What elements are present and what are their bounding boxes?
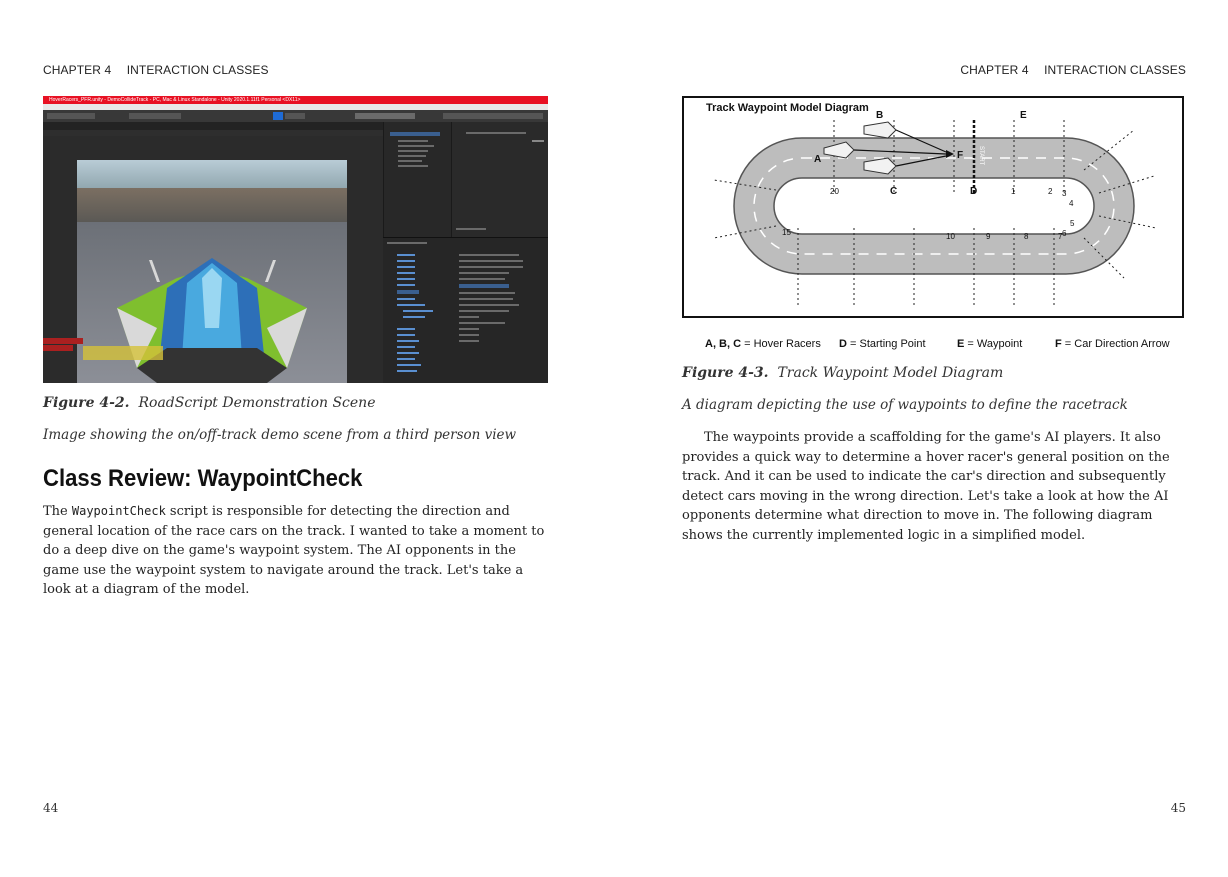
folder-row — [397, 284, 415, 286]
chapter-title: INTERACTION CLASSES — [126, 63, 269, 77]
legend-item — [1055, 338, 1170, 350]
legend-item — [839, 338, 926, 350]
waypoint-number: 2 — [1048, 187, 1053, 196]
hierarchy-selected-row — [390, 132, 440, 136]
folder-row — [397, 266, 415, 268]
figure-caption — [682, 365, 1003, 381]
open-button — [532, 140, 544, 142]
pause-step-icons — [285, 113, 305, 119]
script-row — [459, 310, 509, 312]
figure-title: Track Waypoint Model Diagram — [777, 365, 1004, 381]
waypoint-number: 6 — [1062, 229, 1067, 238]
figure-number: Figure 4-3. — [682, 365, 769, 381]
legend-key: F — [1055, 338, 1062, 350]
asset-labels — [456, 228, 486, 230]
waypoint-number: 8 — [1024, 232, 1029, 241]
legend-item — [957, 338, 1022, 350]
paragraph-rest: script is responsible for detecting the direction and general location of the race cars on the track. I wanted to take a moment to do a deep dive on the game's waypoint system. The AI opponents in the game use the waypoint system to navigate around the track. Let's take a look at a diagram of the model. — [43, 504, 545, 597]
folder-row — [397, 364, 421, 366]
script-row — [459, 292, 515, 294]
hierarchy-row — [398, 150, 428, 152]
folder-row — [403, 316, 425, 318]
folder-row — [397, 328, 415, 330]
racer-label-b: B — [876, 110, 884, 121]
script-row — [459, 304, 519, 306]
legend-item — [705, 338, 821, 350]
folder-row — [397, 260, 415, 262]
waypoint-label-e: E — [1020, 110, 1027, 121]
waypoint-number: 4 — [1069, 199, 1074, 208]
script-row — [459, 334, 479, 336]
folder-row — [397, 298, 415, 300]
folder-row — [397, 278, 415, 280]
waypoint-number: 15 — [782, 228, 791, 237]
hierarchy-row — [398, 165, 428, 167]
waypoint-number: 1 — [1011, 187, 1016, 196]
inline-code: WaypointCheck — [71, 504, 166, 518]
transform-tools — [47, 113, 95, 119]
script-row — [459, 254, 519, 256]
script-row — [459, 322, 505, 324]
hover-racer-car — [117, 248, 307, 383]
script-row — [459, 260, 523, 262]
legend-key: E — [957, 338, 965, 350]
waypoint-number: 3 — [1062, 189, 1067, 198]
racer-label-a: A — [814, 154, 822, 165]
folder-row — [397, 346, 415, 348]
body-paragraph — [43, 502, 546, 600]
distant-wall — [77, 188, 347, 222]
debug-overlay — [43, 338, 173, 360]
script-row — [459, 266, 523, 268]
waypoint-number: 9 — [986, 232, 991, 241]
body-paragraph: The waypoints provide a scaffolding for the game's AI players. It also provides a quick way to determine a hover racer's general position on the track. And it can be used to indicate the car's direction and subsequently detect cars moving in the wrong direction. Let's take a look at how the AI opponents determine what direction to move in. The following diagram shows the currently implemented logic in a simplified model. — [682, 430, 1170, 543]
sky — [77, 160, 347, 190]
script-row — [459, 316, 479, 318]
track-diagram — [682, 96, 1184, 318]
legend-key: D — [839, 338, 847, 350]
right-page — [614, 0, 1228, 877]
pivot-toggles — [129, 113, 181, 119]
unity-window-title: HoverRacers_PFR.unity - DemoCollideTrack - PC, Mac & Linux Standalone - Unity 2020.1.11f1 Personal <DX11> — [49, 97, 301, 103]
figure-number: Figure 4-2. — [43, 395, 130, 411]
start-label: START — [978, 146, 984, 166]
waypoint-number: 20 — [830, 187, 839, 196]
running-head — [43, 63, 269, 77]
inspector-panel — [451, 122, 548, 237]
figure-title: RoadScript Demonstration Scene — [138, 395, 376, 411]
figure-description: Image showing the on/off-track demo scene from a third person view — [43, 427, 517, 443]
game-view-bar — [43, 130, 383, 136]
script-row — [459, 272, 509, 274]
legend-value: = Starting Point — [846, 338, 926, 350]
folder-row — [397, 340, 419, 342]
scene-game-tabs — [43, 122, 383, 130]
legend-value: = Hover Racers — [741, 338, 821, 350]
chapter-label: CHAPTER 4 — [43, 63, 112, 77]
section-heading: Class Review: WaypointCheck — [43, 465, 363, 492]
folder-row — [397, 304, 425, 306]
script-row — [459, 278, 505, 280]
folder-row — [397, 254, 415, 256]
start-label-d: D — [970, 186, 978, 197]
package-button — [355, 113, 415, 119]
waypoint-number: 10 — [946, 232, 955, 241]
running-head — [960, 63, 1186, 77]
unity-toolbar — [43, 110, 548, 122]
chapter-label: CHAPTER 4 — [960, 63, 1029, 77]
legend-value: = Car Direction Arrow — [1061, 338, 1170, 350]
hierarchy-panel — [383, 122, 452, 237]
racer-label-c: C — [890, 186, 898, 197]
script-row — [459, 298, 513, 300]
folder-row — [397, 358, 415, 360]
unity-title-bar — [43, 96, 548, 104]
figure-caption — [43, 395, 375, 411]
hierarchy-row — [398, 160, 422, 162]
layout-dropdowns — [443, 113, 543, 119]
folder-row — [397, 334, 415, 336]
chapter-title: INTERACTION CLASSES — [1044, 63, 1186, 77]
page-number: 45 — [1170, 801, 1186, 815]
waypoint-number: 5 — [1070, 219, 1075, 228]
folder-row — [397, 272, 415, 274]
diagram-title: Track Waypoint Model Diagram — [706, 102, 869, 114]
track-drawing — [684, 98, 1182, 316]
folder-row — [397, 352, 419, 354]
paragraph-prefix: The — [43, 504, 72, 519]
project-tabs — [387, 242, 427, 244]
inspector-row — [466, 132, 526, 134]
script-row — [459, 328, 479, 330]
play-icon — [273, 112, 283, 120]
project-panel — [383, 237, 548, 383]
unity-editor-screenshot — [43, 96, 548, 383]
script-row-selected — [459, 284, 509, 288]
page-number: 44 — [43, 801, 59, 815]
script-row — [459, 340, 479, 342]
direction-label-f: F — [957, 150, 964, 161]
folder-row-selected — [397, 290, 419, 294]
folder-row — [403, 310, 433, 312]
legend-value: = Waypoint — [964, 338, 1023, 350]
hierarchy-row — [398, 155, 426, 157]
hierarchy-row — [398, 140, 428, 142]
figure-description: A diagram depicting the use of waypoints to define the racetrack — [682, 397, 1128, 413]
folder-row — [397, 370, 417, 372]
waypoint-number: 7 — [1058, 232, 1063, 241]
hierarchy-row — [398, 145, 434, 147]
legend-key: A, B, C — [705, 338, 742, 350]
